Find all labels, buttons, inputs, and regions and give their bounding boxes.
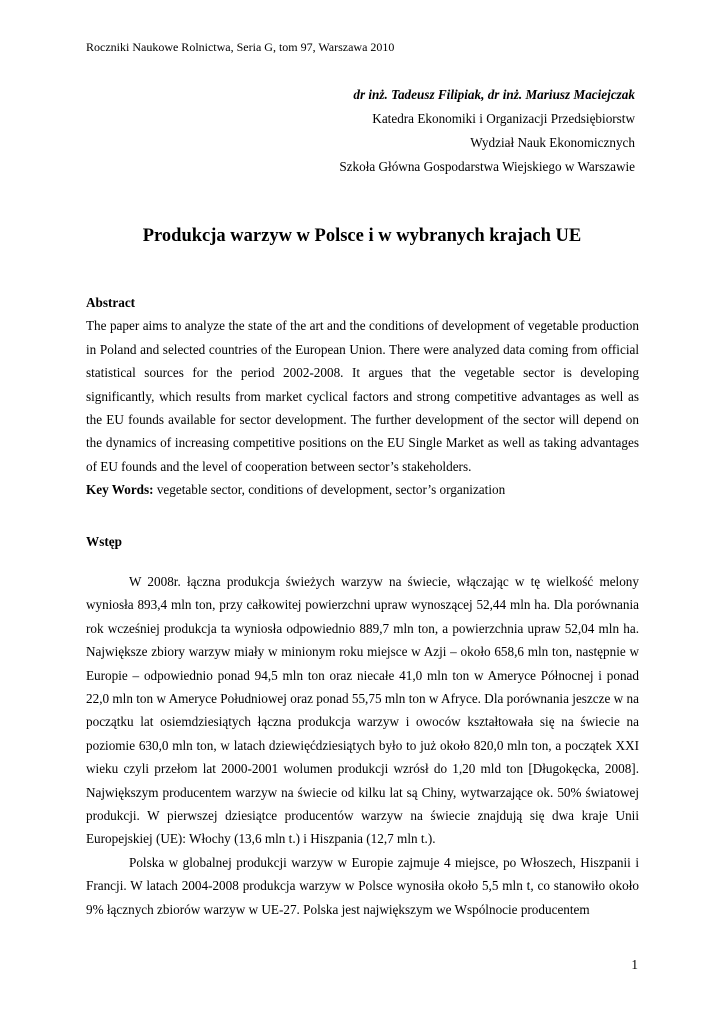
- abstract-heading: Abstract: [86, 295, 136, 310]
- affiliation-faculty: Wydział Nauk Ekonomicznych: [470, 135, 635, 150]
- keywords-line: [86, 478, 639, 501]
- body-text: [86, 570, 639, 921]
- body-paragraph-1: W 2008r. łączna produkcja świeżych warzyw na świecie, włączając w tę wielkość melony wyniosła 893,4 mln ton, przy całkowitej powierzchni upraw wynoszącej 52,44 mln ha. Dla porównania rok wcześniej produkcja ta wyniosła odpowiednio 889,7 mln ton, a powierzchnia upraw 52,04 mln ha. Największe zbiory warzyw miały w minionym roku miejsce w Azji – około 658,6 mln ton, następnie w Europie – odpowiednio ponad 94,5 mln ton oraz niecałe 41,0 mln ton w Ameryce Północnej i ponad 22,0 mln ton w Ameryce Południowej oraz ponad 55,75 mln ton w Afryce. Dla porównania jeszcze w na początku lat osiemdziesiątych łączna produkcja warzyw i owoców kształtowała się na świecie na poziomie 630,0 mln ton, w latach dziewięćdziesiątych było to już około 820,0 mln ton, a początek XXI wieku czyli przełom lat 2000-2001 wolumen produkcji wzrósł do 1,20 mld ton [Długokęcka, 2008]. Największym producentem warzyw na świecie od kilku lat są Chiny, wytwarzające ok. 50% światowej produkcji. W pierwszej dziesiątce producentów warzyw na świecie znajdują się dwa kraje Unii Europejskiej (UE): Włochy (13,6 mln t.) i Hiszpania (12,7 mln t.).: [86, 574, 639, 847]
- abstract-text: The paper aims to analyze the state of the art and the conditions of development of vegetable production in Poland and selected countries of the European Union. There were analyzed data coming from official statistical sources for the period 2002-2008. It argues that the vegetable sector is developing significantly, which results from market cyclical factors and strong competitive advantages as well as the EU founds available for sector development. The further development of the sector will depend on the dynamics of increasing competitive positions on the EU Single Market as well as taking advantages of EU founds and the level of cooperation between sector’s stakeholders.: [86, 318, 639, 474]
- journal-header: Roczniki Naukowe Rolnictwa, Seria G, tom 97, Warszawa 2010: [86, 40, 395, 54]
- abstract-block: [86, 291, 639, 502]
- page-number: 1: [631, 957, 638, 972]
- affiliation-department: Katedra Ekonomiki i Organizacji Przedsiębiorstw: [372, 111, 635, 126]
- keywords-text: vegetable sector, conditions of development, sector’s organization: [153, 482, 506, 498]
- author-names: dr inż. Tadeusz Filipiak, dr inż. Mariusz Maciejczak: [353, 87, 635, 102]
- body-paragraph-2: Polska w globalnej produkcji warzyw w Europie zajmuje 4 miejsce, po Włoszech, Hiszpanii i Francji. W latach 2004-2008 produkcja warzyw w Polsce wynosiła około 5,5 mln t, co stanowiło około 9% łącznych zbiorów warzyw w UE-27. Polska jest największym we Wspólnocie producentem: [86, 854, 639, 917]
- keywords-label: Key Words:: [86, 482, 154, 498]
- paper-title: Produkcja warzyw w Polsce i w wybranych krajach UE: [142, 226, 582, 246]
- affiliation-university: Szkoła Główna Gospodarstwa Wiejskiego w Warszawie: [339, 159, 635, 174]
- author-block: [339, 83, 635, 179]
- section-heading: Wstęp: [86, 534, 122, 549]
